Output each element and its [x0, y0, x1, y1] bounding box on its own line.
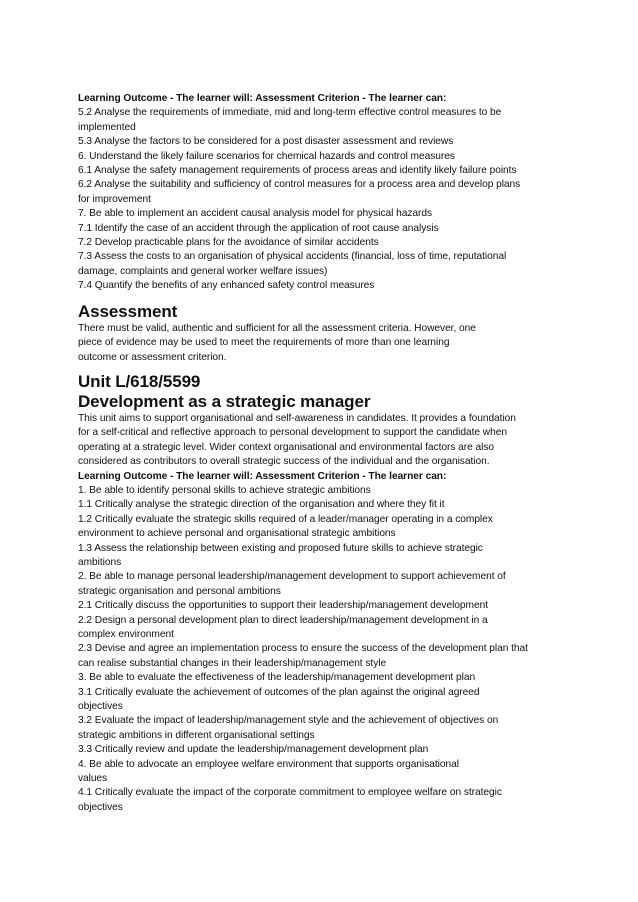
section1-lines	[78, 106, 568, 293]
criterion-line: implemented	[78, 121, 136, 133]
criterion-line: 1.2 Critically evaluate the strategic skills required of a leader/manager operating in a complex	[78, 513, 493, 525]
criterion-line: strategic ambitions in different organisational settings	[78, 729, 315, 741]
unit-code-heading: Unit L/618/5599	[78, 371, 201, 391]
learning-outcome-header: Learning Outcome - The learner will: Assessment Criterion - The learner can:	[78, 93, 447, 104]
unit-intro	[78, 412, 568, 470]
criterion-line: 5.2 Analyse the requirements of immediate, mid and long-term effective control measures to be	[78, 107, 502, 119]
unit-lines	[78, 484, 568, 815]
criterion-line: 1.3 Assess the relationship between existing and proposed future skills to achieve strategic	[78, 542, 483, 554]
criterion-line: strategic organisation and personal ambitions	[78, 585, 281, 597]
unit-learning-outcome-header: Learning Outcome - The learner will: Assessment Criterion - The learner can:	[78, 470, 447, 482]
unit-title-heading: Development as a strategic manager	[78, 391, 371, 411]
criterion-line: 7.1 Identify the case of an accident through the application of root cause analysis	[78, 222, 439, 234]
intro-line: operating at a strategic level. Wider context organisational and environmental factors are also	[78, 441, 494, 453]
criterion-line: 6. Understand the likely failure scenarios for chemical hazards and control measures	[78, 150, 455, 162]
criterion-line: 3.2 Evaluate the impact of leadership/management style and the achievement of objectives on	[78, 715, 499, 727]
criterion-line: 4. Be able to advocate an employee welfare environment that supports organisational	[78, 758, 459, 770]
criterion-line: complex environment	[78, 629, 174, 640]
criterion-line: values	[78, 773, 108, 785]
criterion-line: 3.3 Critically review and update the leadership/management development plan	[78, 744, 429, 756]
criterion-line: ambitions	[78, 556, 122, 568]
criterion-line: for improvement	[78, 193, 151, 205]
criterion-line: environment to achieve personal and organisational strategic ambitions	[78, 528, 396, 540]
criterion-line: 7. Be able to implement an accident causal analysis model for physical hazards	[78, 208, 432, 220]
document-page	[78, 92, 568, 815]
criterion-line: 7.2 Develop practicable plans for the avoidance of similar accidents	[78, 237, 379, 249]
criterion-line: damage, complaints and general worker welfare issues)	[78, 265, 328, 277]
assessment-body	[78, 322, 568, 365]
assessment-line: There must be valid, authentic and sufficient for all the assessment criteria. However, one	[78, 322, 476, 334]
assessment-heading: Assessment	[78, 301, 178, 321]
criterion-line: 5.3 Analyse the factors to be considered for a post disaster assessment and reviews	[78, 136, 454, 148]
intro-line: considered as contributors to overall strategic success of the individual and the organisation.	[78, 456, 490, 468]
criterion-line: 2. Be able to manage personal leadership/management development to support achievement of	[78, 571, 506, 583]
criterion-line: 2.3 Devise and agree an implementation process to ensure the success of the development plan that	[78, 643, 528, 655]
intro-line: This unit aims to support organisational and self-awareness in candidates. It provides a foundation	[78, 412, 516, 424]
criterion-line: 3. Be able to evaluate the effectiveness of the leadership/management development plan	[78, 672, 476, 684]
assessment-line: piece of evidence may be used to meet the requirements of more than one learning	[78, 337, 450, 349]
criterion-line: 3.1 Critically evaluate the achievement of outcomes of the plan against the original agreed	[78, 686, 480, 698]
intro-line: for a self-critical and reflective approach to personal development to support the candidate when	[78, 427, 507, 439]
criterion-line: 1.1 Critically analyse the strategic direction of the organisation and where they fit it	[78, 499, 445, 511]
criterion-line: 6.2 Analyse the suitability and sufficiency of control measures for a process area and develop plans	[78, 179, 521, 191]
criterion-line: 2.1 Critically discuss the opportunities to support their leadership/management development	[78, 600, 488, 612]
criterion-line: can realise substantial changes in their leadership/management style	[78, 657, 387, 669]
criterion-line: 7.4 Quantify the benefits of any enhanced safety control measures	[78, 280, 375, 292]
criterion-line: 7.3 Assess the costs to an organisation of physical accidents (financial, loss of time, reputational	[78, 251, 507, 263]
criterion-line: 2.2 Design a personal development plan to direct leadership/management development in a	[78, 614, 488, 626]
criterion-line: objectives	[78, 701, 123, 713]
criterion-line: 1. Be able to identify personal skills to achieve strategic ambitions	[78, 484, 371, 496]
assessment-line: outcome or assessment criterion.	[78, 351, 227, 363]
criterion-line: 6.1 Analyse the safety management requirements of process areas and identify likely failure points	[78, 165, 517, 177]
criterion-line: 4.1 Critically evaluate the impact of the corporate commitment to employee welfare on strategic	[78, 787, 502, 799]
criterion-line: objectives	[78, 801, 123, 813]
